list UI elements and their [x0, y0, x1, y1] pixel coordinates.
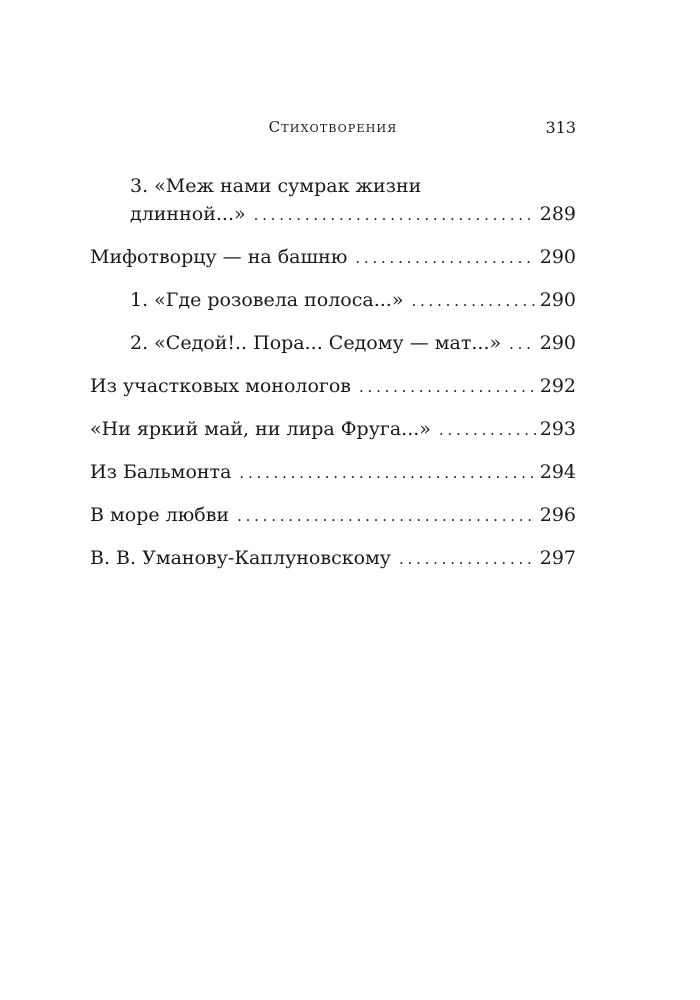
toc-entry-title: 2. «Седой!.. Пора... Седому — мат...» [130, 332, 502, 354]
toc-entry-title: В. В. Уманову-Каплуновскому [90, 547, 391, 569]
dot-leader [439, 416, 536, 444]
toc-entry-line [90, 372, 576, 401]
toc-entry [90, 172, 576, 229]
toc-entry-page: 293 [539, 418, 576, 440]
toc-entry-page: 290 [539, 246, 576, 268]
toc-entry-title: Мифотворцу — на башню [90, 246, 348, 268]
toc-entry [90, 329, 576, 358]
dot-leader [509, 330, 536, 358]
dot-leader [239, 459, 535, 487]
toc-entry-title: «Ни яркий май, ни лира Фруга...» [90, 418, 431, 440]
toc-entry-line [90, 458, 576, 487]
toc-entry [90, 544, 576, 573]
toc-entry-title: Из участковых монологов [90, 375, 351, 397]
dot-leader [355, 244, 535, 272]
toc-entry-line [130, 200, 576, 229]
dot-leader [254, 201, 536, 229]
page-number: 313 [545, 118, 576, 137]
toc-entry-line [130, 329, 576, 358]
toc-entry-title: В море любви [90, 504, 230, 526]
dot-leader [359, 373, 536, 401]
toc-entry-title: 1. «Где розовела полоса...» [130, 289, 404, 311]
toc-entry-line [90, 415, 576, 444]
toc-entry-page: 289 [539, 203, 576, 225]
dot-leader [411, 287, 535, 315]
dot-leader [399, 545, 536, 573]
toc-entry [90, 372, 576, 401]
toc-entry-page: 294 [539, 461, 576, 483]
toc-entry [90, 458, 576, 487]
toc-entry-line [130, 286, 576, 315]
running-head [90, 118, 576, 142]
toc-entry-page: 296 [539, 504, 576, 526]
toc-entry-page: 290 [539, 332, 576, 354]
toc-entry [90, 415, 576, 444]
toc-entry [90, 286, 576, 315]
dot-leader [237, 502, 536, 530]
table-of-contents [90, 172, 576, 587]
toc-entry-title: длинной...» [130, 203, 246, 225]
toc-entry-page: 292 [539, 375, 576, 397]
toc-entry-line [90, 243, 576, 272]
toc-entry-page: 297 [539, 547, 576, 569]
toc-entry-line [90, 501, 576, 530]
toc-entry-first-line: 3. «Меж нами сумрак жизни [130, 175, 422, 197]
toc-entry-title: Из Бальмонта [90, 461, 232, 483]
toc-entry-line [90, 544, 576, 573]
toc-entry [90, 243, 576, 272]
toc-entry [90, 501, 576, 530]
section-title: Стихотворения [268, 118, 398, 136]
toc-entry-page: 290 [539, 289, 576, 311]
